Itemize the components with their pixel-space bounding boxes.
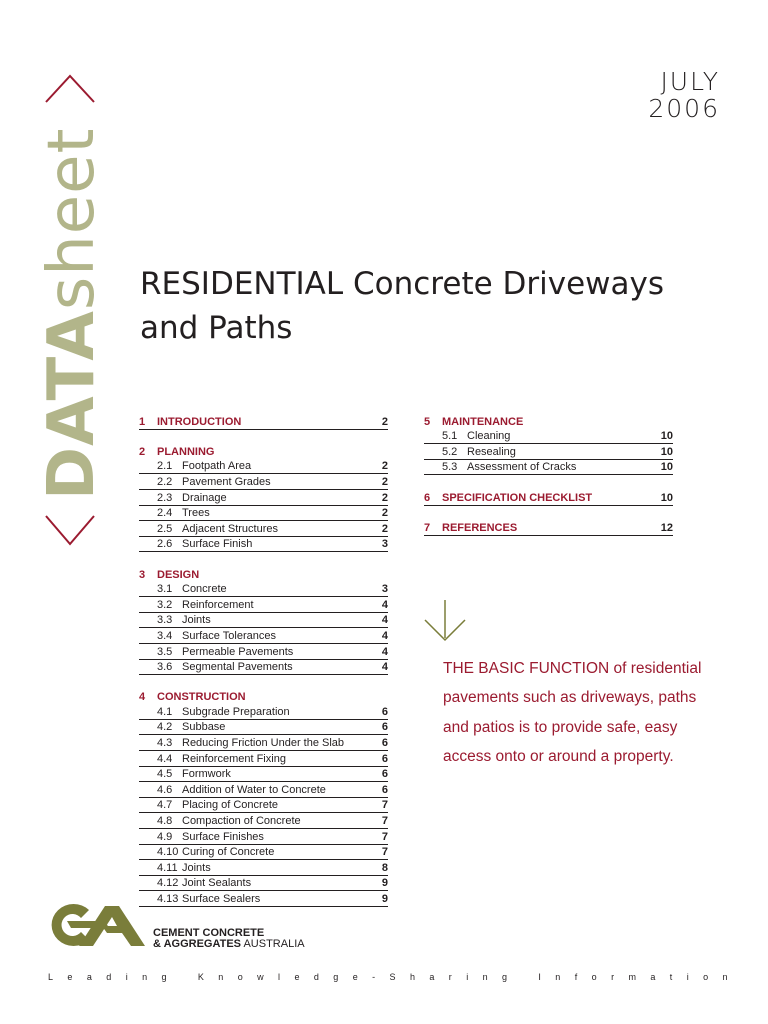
toc-entry-label: Cleaning (467, 430, 511, 443)
toc-entry-label: Reinforcement (182, 598, 254, 611)
toc-section-title-wrap (424, 521, 517, 535)
toc-entry-label: Subbase (182, 721, 226, 734)
tagline-letter: d (313, 972, 319, 982)
chevron-down-icon (42, 514, 98, 548)
toc-entry-label: Resealing (467, 445, 516, 458)
toc-entry-label-wrap (157, 705, 290, 719)
toc-entry (424, 444, 673, 460)
toc-entry-page: 6 (381, 752, 388, 765)
toc-entry-page: 7 (381, 846, 388, 859)
toc-entry (139, 660, 388, 676)
toc-entry-number: 4.6 (157, 783, 173, 796)
toc-entry-label: Compaction of Concrete (182, 815, 301, 828)
toc-section-title-wrap (424, 415, 523, 429)
toc-entry-page: 7 (381, 830, 388, 843)
org-line-2-bold: & AGGREGATES (153, 938, 242, 950)
toc-entry (139, 891, 388, 907)
toc-entry-label-wrap (157, 537, 252, 551)
tagline-letter: l (278, 972, 281, 982)
arrow-down-icon (422, 598, 468, 644)
toc-entry-number: 2.3 (157, 491, 173, 504)
toc-entry (139, 537, 388, 553)
tagline-letter: n (218, 972, 224, 982)
toc-entry (139, 597, 388, 613)
toc-section (424, 520, 673, 536)
toc-entry (139, 798, 388, 814)
toc-entry-page: 3 (381, 583, 388, 596)
tagline-letter: S (389, 972, 396, 982)
toc-entry-page: 6 (381, 737, 388, 750)
toc-section-heading (139, 444, 388, 459)
toc-entry-label-wrap (157, 720, 225, 734)
toc-section-number: 5 (424, 415, 431, 428)
tagline-letter: e (67, 972, 73, 982)
toc-entry-page: 2 (381, 475, 388, 488)
toc-entry-number: 3.3 (157, 614, 173, 627)
tagline-letter (181, 972, 184, 982)
toc-entry-label: Footpath Area (182, 460, 252, 473)
toc-entry-label-wrap (157, 645, 293, 659)
toc-entry (139, 582, 388, 598)
toc-entry-label: Assessment of Cracks (467, 461, 577, 474)
toc-entry-label-wrap (157, 629, 276, 643)
toc-section-heading (424, 520, 673, 536)
toc-entry-page: 9 (381, 893, 388, 905)
tagline-letter: i (686, 972, 689, 982)
tagline-letter: g (333, 972, 339, 982)
toc-entry-label-wrap (157, 475, 271, 489)
toc-section-title-wrap (139, 690, 246, 704)
toc-entry-number: 4.10 (157, 846, 179, 859)
toc-section-heading (139, 567, 388, 582)
toc-entry-number: 2.5 (157, 522, 173, 535)
toc-section-title: INTRODUCTION (157, 415, 242, 428)
toc-section-title: PLANNING (157, 445, 215, 458)
tagline-letter: o (591, 972, 597, 982)
tagline-letter: e (352, 972, 358, 982)
tagline-letter: a (429, 972, 435, 982)
toc-left-column (139, 414, 388, 922)
toc-entry-number: 3.2 (157, 598, 173, 611)
toc-section-number: 2 (139, 445, 146, 458)
tagline-letter: e (294, 972, 300, 982)
toc-entry-label: Surface Tolerances (182, 629, 276, 642)
toc-entry-page: 2 (381, 460, 388, 473)
toc-entry-label: Pavement Grades (182, 475, 271, 488)
toc-entry-number: 4.11 (157, 861, 178, 874)
toc-entry-label-wrap (157, 845, 274, 859)
tagline-letter: a (86, 972, 92, 982)
toc-section-title: CONSTRUCTION (157, 691, 246, 704)
tagline (48, 972, 728, 982)
toc-section (424, 414, 673, 475)
toc-section-title-wrap (139, 415, 241, 429)
date-month: JULY (660, 67, 720, 96)
toc-entry-number: 4.9 (157, 830, 173, 843)
toc-entry (139, 628, 388, 644)
tagline-letter: r (611, 972, 615, 982)
toc-section-heading (139, 414, 388, 430)
toc-entry-page: 6 (381, 705, 388, 718)
toc-section-title-wrap (139, 445, 214, 459)
title-line-1: RESIDENTIAL Concrete Driveways (140, 266, 665, 302)
toc-entry (139, 813, 388, 829)
toc-entry-label-wrap (157, 783, 326, 797)
toc-entry-label: Permeable Pavements (182, 645, 294, 658)
organisation-name (153, 928, 305, 950)
toc-entry-label-wrap (157, 814, 301, 828)
toc-entry-label-wrap (157, 491, 227, 505)
toc-entry-number: 3.4 (157, 629, 173, 642)
toc-section (139, 567, 388, 675)
toc-entry (139, 704, 388, 720)
toc-entry (424, 429, 673, 445)
toc-entry-label-wrap (157, 752, 286, 766)
toc-entry-page: 2 (381, 522, 388, 535)
tagline-letter: a (650, 972, 656, 982)
toc-entry (139, 720, 388, 736)
toc-entry-page: 4 (381, 645, 388, 658)
toc-entry-label-wrap (157, 582, 227, 596)
side-title (35, 127, 109, 500)
toc-entry-label-wrap (157, 598, 254, 612)
tagline-letter: n (142, 972, 148, 982)
toc-entry-label: Concrete (182, 583, 227, 596)
toc-entry-label-wrap (442, 429, 510, 443)
toc-entry-label-wrap (157, 767, 231, 781)
toc-section-title-wrap (424, 491, 592, 505)
toc-entry-label: Adjacent Structures (182, 522, 278, 535)
tagline-letter: f (574, 972, 578, 982)
toc-section-title-wrap (139, 568, 199, 582)
toc-entry-number: 3.6 (157, 661, 173, 674)
toc-entry-number: 4.8 (157, 815, 173, 828)
toc-entry-page: 10 (660, 430, 673, 443)
toc-section-page: 2 (381, 415, 388, 428)
toc-entry-label-wrap (157, 798, 278, 812)
toc-entry-number: 2.6 (157, 538, 173, 551)
toc-section (139, 414, 388, 430)
toc-section (139, 444, 388, 552)
tagline-letter: t (669, 972, 673, 982)
toc-entry-label-wrap (157, 876, 251, 890)
toc-entry (139, 751, 388, 767)
toc-entry-label: Addition of Water to Concrete (182, 783, 326, 796)
toc-entry-number: 4.13 (157, 893, 179, 905)
toc-section-title: MAINTENANCE (442, 415, 524, 428)
toc-entry-label: Drainage (182, 491, 227, 504)
tagline-letter: n (722, 972, 728, 982)
tagline-letter: h (409, 972, 415, 982)
tagline-letter: i (466, 972, 469, 982)
tagline-letter: d (106, 972, 112, 982)
toc-entry-number: 4.7 (157, 799, 173, 812)
toc-entry-label: Subgrade Preparation (182, 705, 290, 718)
toc-section-page: 12 (660, 521, 673, 534)
toc-entry-label-wrap (157, 660, 293, 674)
toc-entry (139, 644, 388, 660)
toc-section-number: 4 (139, 691, 146, 704)
toc-entry-label-wrap (157, 506, 210, 520)
toc-section-heading (139, 690, 388, 705)
toc-entry-label-wrap (157, 892, 260, 906)
toc-entry-page: 4 (381, 598, 388, 611)
toc-section-title: REFERENCES (442, 521, 518, 534)
title-line-2: and Paths (140, 310, 293, 346)
toc-entry-label: Surface Sealers (182, 893, 261, 905)
toc-entry (139, 506, 388, 522)
toc-entry-number: 4.12 (157, 877, 179, 890)
toc-section-title: DESIGN (157, 568, 200, 581)
toc-entry-number: 5.3 (442, 461, 458, 474)
tagline-letter: o (237, 972, 243, 982)
toc-entry-page: 2 (381, 491, 388, 504)
toc-entry-label: Surface Finishes (182, 830, 264, 843)
toc-entry (139, 860, 388, 876)
toc-right-column (424, 414, 673, 550)
tagline-letter: n (555, 972, 561, 982)
toc-entry-page: 6 (381, 783, 388, 796)
toc-entry-number: 2.2 (157, 475, 173, 488)
toc-entry-label-wrap (157, 522, 278, 536)
toc-entry-page: 7 (381, 799, 388, 812)
toc-section-number: 7 (424, 521, 431, 534)
toc-entry-page: 6 (381, 768, 388, 781)
toc-entry-label: Curing of Concrete (182, 846, 275, 859)
toc-entry (139, 474, 388, 490)
toc-entry (139, 613, 388, 629)
toc-entry-number: 5.1 (442, 430, 458, 443)
toc-section-page: 10 (660, 491, 673, 504)
toc-entry (139, 767, 388, 783)
toc-entry-label-wrap (442, 445, 516, 459)
toc-entry-page: 9 (381, 877, 388, 890)
page-title (140, 262, 700, 350)
toc-section-number: 1 (139, 415, 146, 428)
tagline-letter: g (161, 972, 167, 982)
toc-entry (139, 459, 388, 475)
toc-entry (139, 521, 388, 537)
toc-entry (139, 490, 388, 506)
toc-entry-number: 3.1 (157, 583, 173, 596)
publication-date (648, 68, 720, 122)
toc-section-heading (424, 490, 673, 506)
toc-entry (139, 876, 388, 892)
toc-entry-page: 10 (660, 461, 673, 474)
toc-entry-number: 2.4 (157, 507, 173, 520)
toc-entry-page: 4 (381, 629, 388, 642)
toc-entry-number: 4.4 (157, 752, 173, 765)
tagline-letter: - (372, 972, 376, 982)
tagline-letter: m (628, 972, 636, 982)
toc-entry (139, 782, 388, 798)
toc-entry-label: Trees (182, 507, 210, 520)
toc-entry (424, 460, 673, 476)
toc-entry-number: 4.2 (157, 721, 173, 734)
date-year: 2006 (648, 94, 720, 123)
toc-entry-page: 3 (381, 538, 388, 551)
toc-entry-label: Segmental Pavements (182, 661, 293, 674)
chevron-up-icon (42, 72, 98, 104)
toc-entry-label: Reducing Friction Under the Slab (182, 737, 345, 750)
toc-entry-label-wrap (157, 830, 264, 844)
toc-entry-number: 3.5 (157, 645, 173, 658)
toc-entry-label: Joints (182, 614, 211, 627)
toc-entry-page: 7 (381, 815, 388, 828)
toc-entry-page: 6 (381, 721, 388, 734)
toc-entry (139, 829, 388, 845)
tagline-letter: o (703, 972, 709, 982)
toc-entry-number: 4.5 (157, 768, 173, 781)
tagline-letter: r (448, 972, 452, 982)
toc-entry-number: 4.1 (157, 705, 173, 718)
tagline-letter: K (197, 972, 204, 982)
side-title-light: sheet (35, 127, 109, 311)
toc-entry-label-wrap (157, 736, 344, 750)
toc-entry (139, 735, 388, 751)
tagline-letter: I (538, 972, 541, 982)
toc-section-title: SPECIFICATION CHECKLIST (442, 491, 593, 504)
toc-entry-label-wrap (442, 460, 576, 474)
toc-entry-label: Surface Finish (182, 538, 253, 551)
toc-entry-page: 2 (381, 507, 388, 520)
toc-entry-label: Joint Sealants (182, 877, 252, 890)
tagline-letter (521, 972, 524, 982)
toc-entry-label: Placing of Concrete (182, 799, 278, 812)
toc-section-number: 3 (139, 568, 146, 581)
tagline-letter: L (48, 972, 54, 982)
toc-entry-page: 10 (660, 445, 673, 458)
toc-entry (139, 845, 388, 861)
toc-entry-label-wrap (157, 861, 211, 875)
tagline-letter: g (502, 972, 508, 982)
toc-entry-number: 2.1 (157, 460, 173, 473)
intro-quote: THE BASIC FUNCTION of residential pavements such as driveways, paths and patios is to provide safe, easy access onto or around a property. (443, 660, 702, 766)
toc-section (139, 690, 388, 907)
org-line-2-light: AUSTRALIA (243, 938, 305, 950)
toc-entry-page: 8 (381, 861, 388, 874)
side-title-bold: DATA (35, 310, 109, 500)
tagline-letter: w (257, 972, 264, 982)
toc-entry-page: 4 (381, 614, 388, 627)
ccaa-logo-icon (45, 902, 149, 948)
toc-entry-label: Formwork (182, 768, 231, 781)
toc-entry-page: 4 (381, 661, 388, 674)
toc-entry-number: 4.3 (157, 737, 173, 750)
toc-entry-number: 5.2 (442, 445, 458, 458)
toc-entry-label-wrap (157, 613, 211, 627)
toc-section-heading (424, 414, 673, 429)
toc-entry-label-wrap (157, 459, 251, 473)
toc-entry-label: Joints (182, 861, 211, 874)
tagline-letter: i (125, 972, 128, 982)
org-line-1: CEMENT CONCRETE (153, 927, 265, 939)
toc-section-number: 6 (424, 491, 431, 504)
toc-section (424, 490, 673, 506)
toc-entry-label: Reinforcement Fixing (182, 752, 286, 765)
tagline-letter: n (482, 972, 488, 982)
